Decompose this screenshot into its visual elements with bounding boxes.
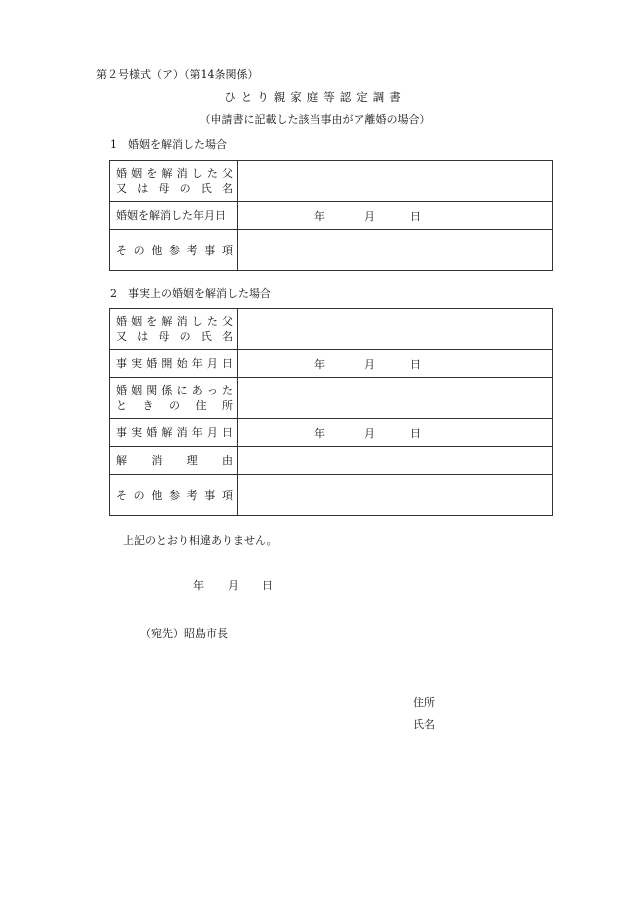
row-label [110,378,238,419]
year-label: 年 [314,426,325,440]
table-row [110,447,553,475]
day-label: 日 [410,209,421,223]
form-number: 第２号様式（ア）（第14条関係） [96,68,259,81]
document-title: ひとり親家庭等認定調書 [224,90,406,104]
signature-month-label: 月 [228,579,239,592]
table-row [110,230,553,271]
label-line: と き の 住 所 [116,399,233,412]
label-line: 婚 姻 を 解 消 し た 父 [116,167,233,180]
label-line: 婚 姻 関 係 に あ っ た [116,384,233,397]
label-line: 解 消 理 由 [116,454,233,467]
month-label: 月 [364,357,375,371]
label-line: 又 は 母 の 氏 名 [116,182,233,195]
former-spouse-name-field[interactable] [238,309,553,350]
table-row [110,350,553,378]
signature-year-label: 年 [193,579,204,592]
name-label: 氏名 [413,718,435,731]
table-row [110,202,553,230]
table-row [110,309,553,350]
dissolution-reason-field[interactable] [238,447,553,475]
former-spouse-name-field[interactable] [238,161,553,202]
other-notes-field[interactable] [238,475,553,516]
table-row [110,419,553,447]
label-line: 婚 姻 を 解 消 し た 父 [116,315,233,328]
year-label: 年 [314,209,325,223]
document-subtitle: （申請書に記載した該当事由がア離婚の場合） [199,113,431,126]
label-line: そ の 他 参 考 事 項 [116,488,233,502]
row-label [110,475,238,516]
cohabitation-start-date-field[interactable] [238,350,553,378]
row-label [110,161,238,202]
section1-heading: 1 婚姻を解消した場合 [110,138,227,151]
marital-address-field[interactable] [238,378,553,419]
row-label [110,230,238,271]
table-row [110,378,553,419]
row-label [110,202,238,230]
label-line: 事 実 婚 解 消 年 月 日 [116,426,233,439]
section2-table [109,308,553,516]
month-label: 月 [364,209,375,223]
label-line: 事 実 婚 開 始 年 月 日 [116,357,233,370]
other-notes-field[interactable] [238,230,553,271]
divorce-date-field[interactable] [238,202,553,230]
address-label: 住所 [413,696,435,709]
section1-table [109,160,553,271]
row-label [110,419,238,447]
confirmation-statement: 上記のとおり相違ありません。 [123,534,278,547]
label-line: 又 は 母 の 氏 名 [116,330,233,343]
row-label [110,309,238,350]
table-row [110,475,553,516]
month-label: 月 [364,426,375,440]
day-label: 日 [410,357,421,371]
section2-heading: 2 事実上の婚姻を解消した場合 [110,287,271,300]
day-label: 日 [410,426,421,440]
row-label [110,350,238,378]
label-line: そ の 他 参 考 事 項 [116,243,233,257]
label-line: 婚姻を解消した年月日 [116,209,226,222]
table-row [110,161,553,202]
addressee: （宛先）昭島市長 [140,627,228,640]
row-label [110,447,238,475]
cohabitation-end-date-field[interactable] [238,419,553,447]
signature-day-label: 日 [262,579,273,592]
year-label: 年 [314,357,325,371]
